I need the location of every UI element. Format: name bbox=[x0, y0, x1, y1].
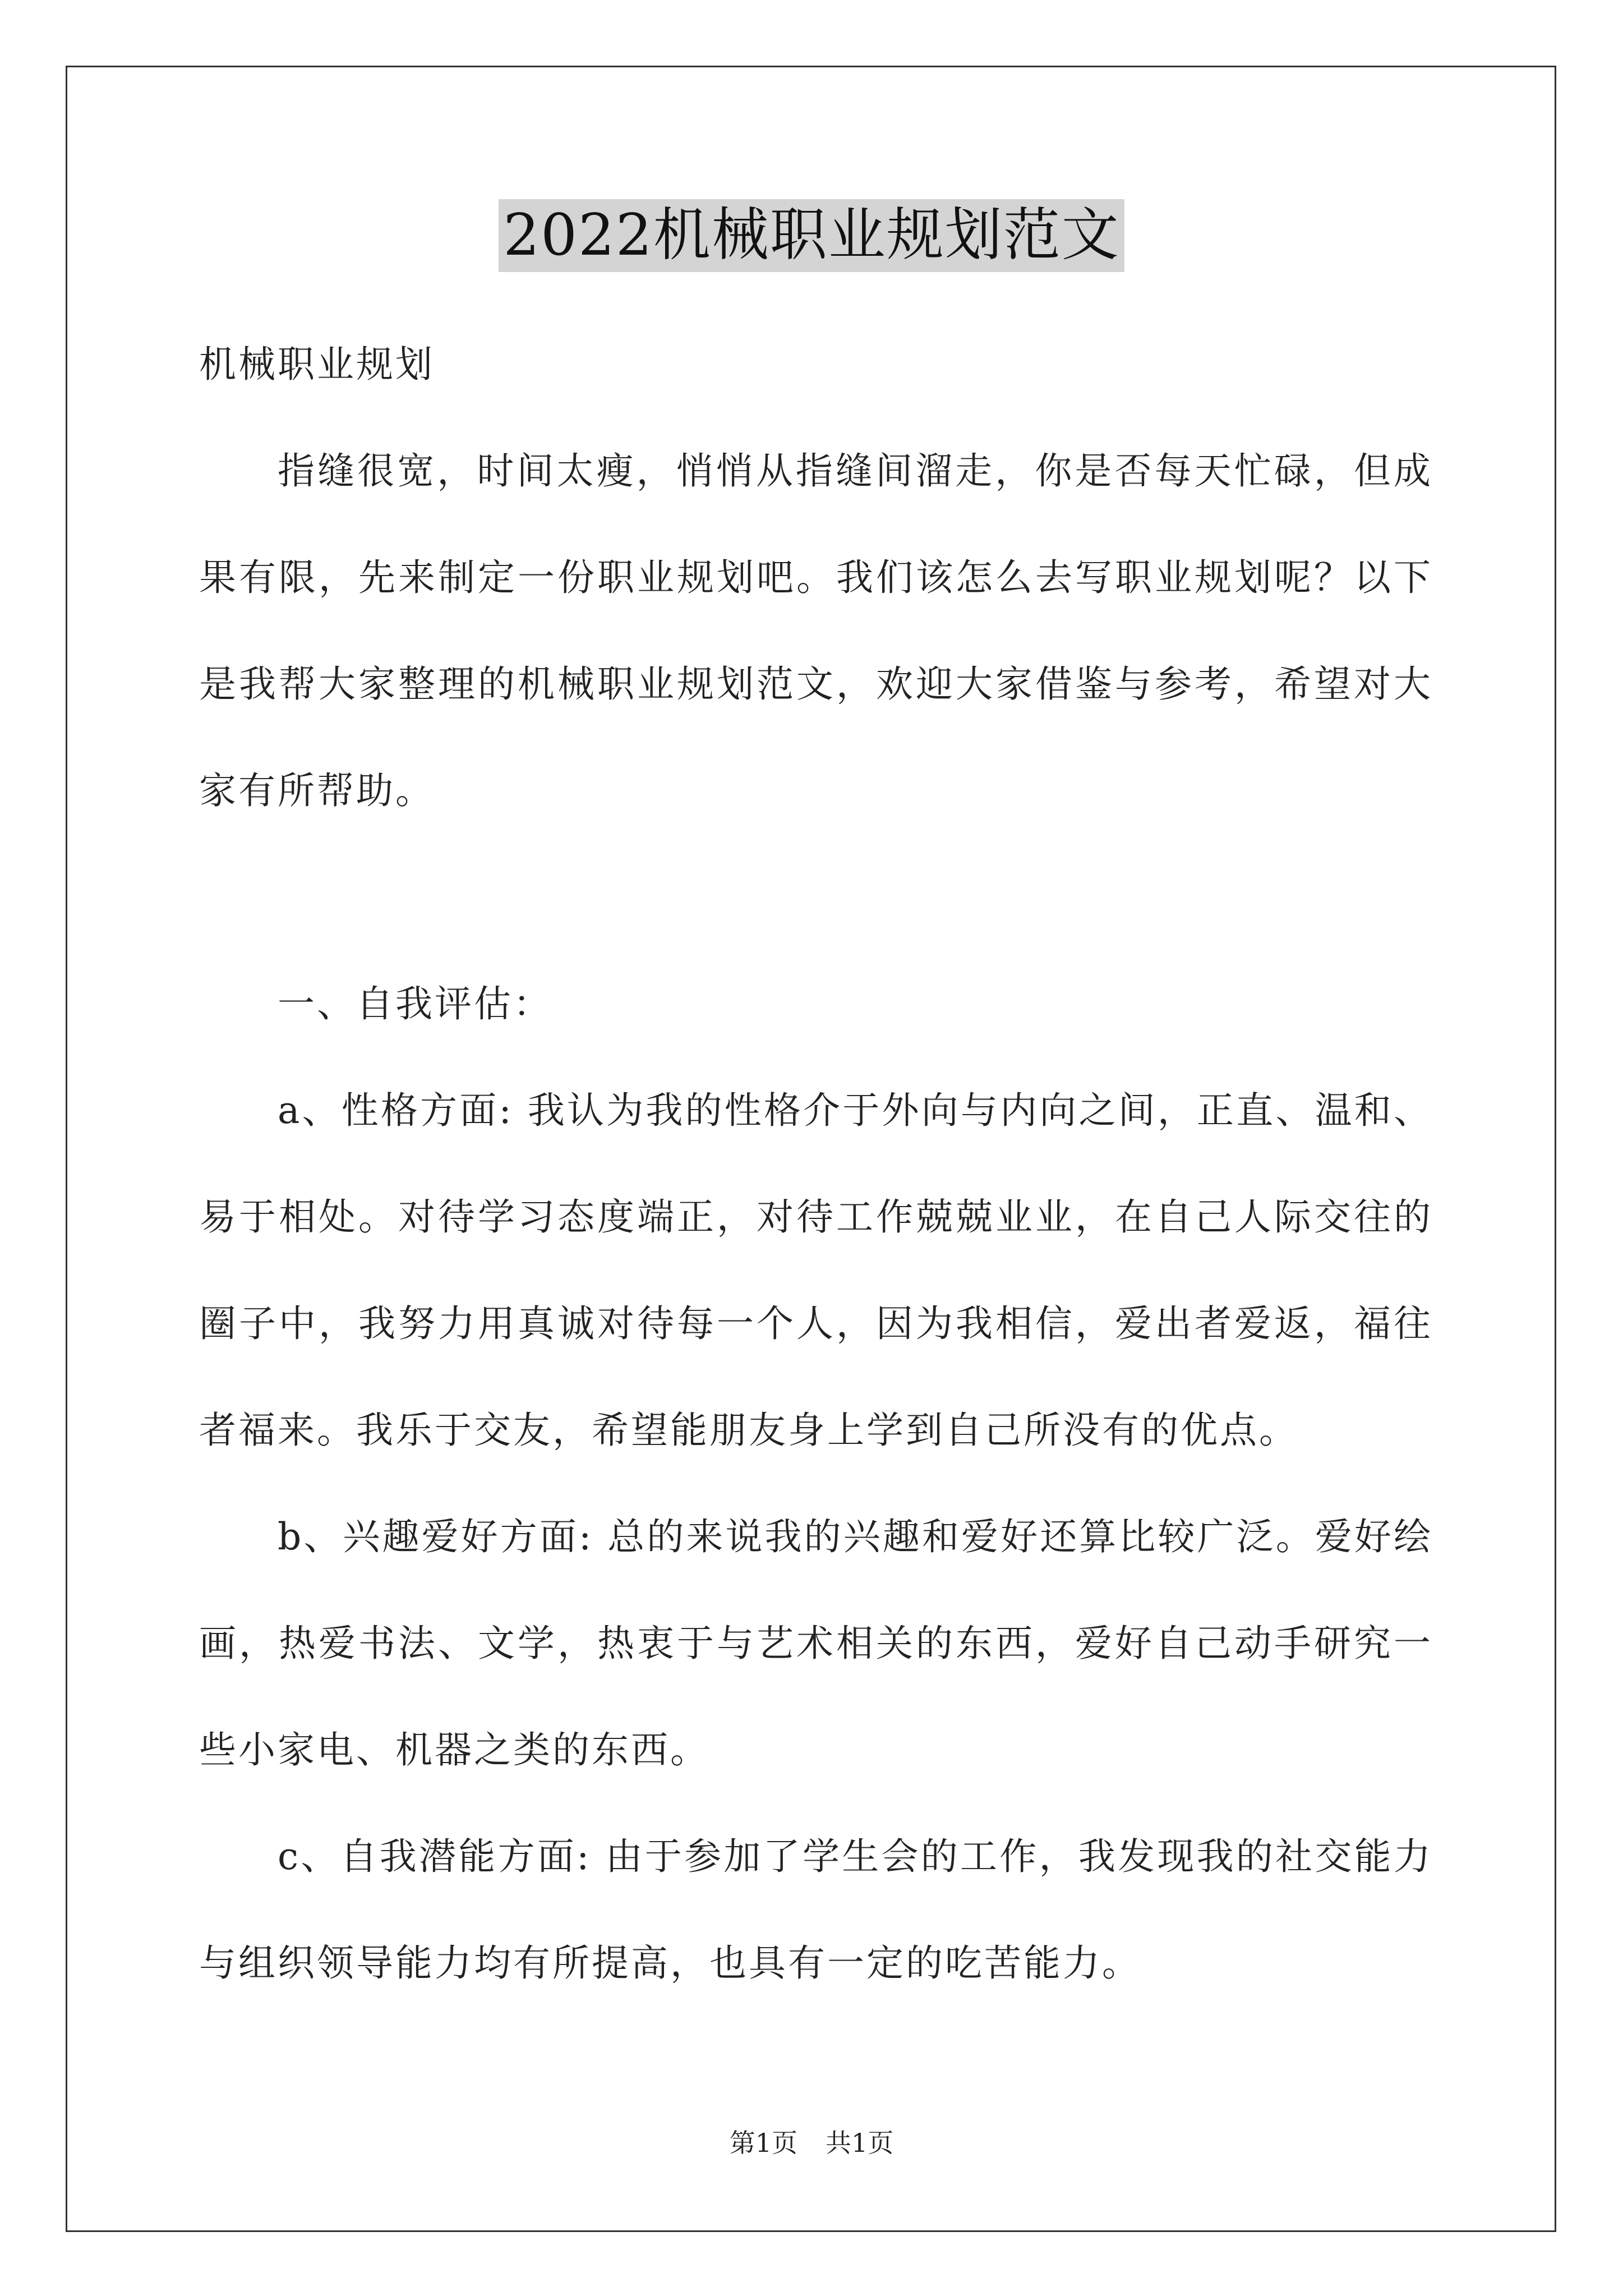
section-heading-self-assessment: 一、自我评估： bbox=[278, 982, 552, 1025]
hobbies-paragraph: b、兴趣爱好方面: 总的来说我的兴趣和爱好还算比较广泛。爱好绘画，热爱书法、文学，热衷于与艺术相关的东西，爱好自己动手研究一些小家电、机器之类的东西。 bbox=[199, 1515, 1433, 1772]
intro-paragraph: 指缝很宽，时间太瘦，悄悄从指缝间溜走，你是否每天忙碌，但成果有限，先来制定一份职业规划吧。我们该怎么去写职业规划呢？以下是我帮大家整理的机械职业规划范文，欢迎大家借鉴与参考，希望对大家有所帮助。 bbox=[199, 449, 1433, 812]
document-title: 2022机械职业规划范文 bbox=[499, 199, 1124, 272]
section-subtitle: 机械职业规划 bbox=[199, 343, 435, 386]
document-body bbox=[199, 311, 1433, 2017]
potential-paragraph: c、自我潜能方面: 由于参加了学生会的工作，我发现我的社交能力与组织领导能力均有所提高，也具有一定的吃苦能力。 bbox=[199, 1835, 1433, 1985]
paragraph-spacer bbox=[199, 844, 1433, 951]
personality-paragraph: a、性格方面: 我认为我的性格介于外向与内向之间，正直、温和、易于相处。对待学习态度端正，对待工作兢兢业业，在自己人际交往的圈子中，我努力用真诚对待每一个人，因为我相信，爱出者爱返，福往者福来。我乐于交友，希望能朋友身上学到自己所没有的优点。 bbox=[199, 1089, 1433, 1452]
title-container bbox=[0, 199, 1623, 272]
page-number-total: 共1页 bbox=[826, 2128, 894, 2158]
page-number-current: 第1页 bbox=[729, 2128, 797, 2158]
page-footer bbox=[0, 2126, 1623, 2160]
